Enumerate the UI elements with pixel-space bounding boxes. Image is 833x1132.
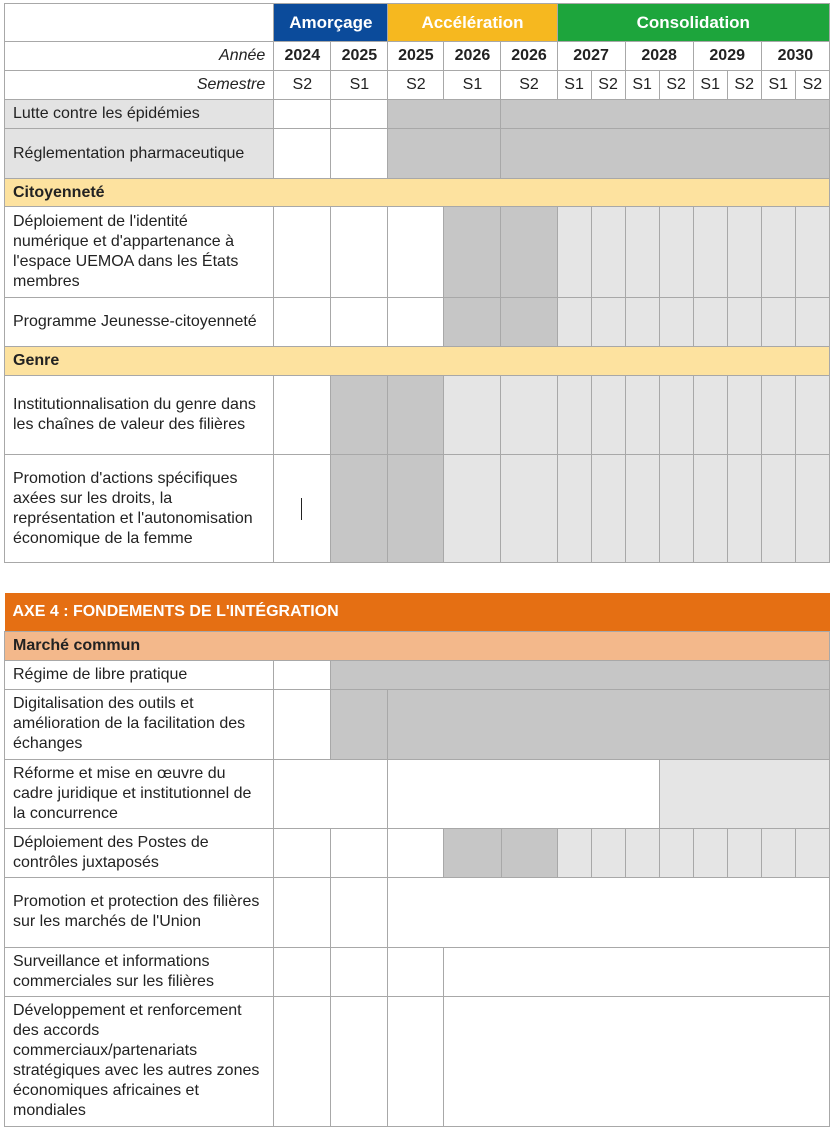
table-row	[5, 207, 830, 298]
semester-cell: S2	[591, 71, 625, 100]
section-header	[5, 347, 830, 376]
semester-cell: S2	[659, 71, 693, 100]
row-label: Déploiement de l'identité numérique et d'appartenance à l'espace UEMOA dans les États membres	[5, 207, 274, 298]
table-row	[5, 100, 830, 129]
semester-cell: S2	[388, 71, 444, 100]
table-row	[5, 298, 830, 347]
semester-cell: S1	[761, 71, 795, 100]
table-row	[5, 877, 830, 947]
year-cell: 2025	[388, 42, 444, 71]
semester-row	[5, 71, 830, 100]
table-row	[5, 455, 830, 563]
semester-cell: S2	[795, 71, 829, 100]
table-row	[5, 660, 830, 689]
year-cell: 2024	[274, 42, 331, 71]
year-cell: 2028	[625, 42, 693, 71]
row-label: Lutte contre les épidémies	[5, 100, 274, 129]
semester-cell: S1	[693, 71, 727, 100]
row-label: Promotion et protection des filières sur les marchés de l'Union	[5, 877, 274, 947]
row-label: Surveillance et informations commerciales sur les filières	[5, 947, 274, 996]
row-label: Déploiement des Postes de contrôles juxtaposés	[5, 828, 274, 877]
section-title-marche-commun: Marché commun	[5, 631, 830, 660]
table-row	[5, 828, 830, 877]
phase-consolidation: Consolidation	[557, 4, 829, 42]
year-cell: 2025	[331, 42, 388, 71]
year-label: Année	[5, 42, 274, 71]
year-cell: 2029	[693, 42, 761, 71]
row-label: Promotion d'actions spécifiques axées sur les droits, la représentation et l'autonomisation économique de la femme	[5, 455, 274, 563]
section-title-genre: Genre	[5, 347, 830, 376]
year-cell: 2026	[501, 42, 557, 71]
semester-cell: S2	[501, 71, 557, 100]
row-label: Digitalisation des outils et amélioration de la facilitation des échanges	[5, 689, 274, 759]
phase-header-row	[5, 4, 830, 42]
semester-cell: S1	[557, 71, 591, 100]
semester-label: Semestre	[5, 71, 274, 100]
table-row	[5, 759, 830, 828]
row-label: Réforme et mise en œuvre du cadre juridique et institutionnel de la concurrence	[5, 759, 274, 828]
table-row	[5, 376, 830, 455]
text-cursor	[301, 498, 302, 520]
year-cell: 2030	[761, 42, 829, 71]
phase-acceleration: Accélération	[388, 4, 557, 42]
section-header	[5, 179, 830, 207]
phase-amorcage: Amorçage	[274, 4, 388, 42]
semester-cell: S1	[331, 71, 388, 100]
year-cell: 2026	[444, 42, 501, 71]
section-title-citoyennete: Citoyenneté	[5, 179, 830, 207]
semester-cell: S1	[444, 71, 501, 100]
table-row	[5, 689, 830, 759]
row-label: Institutionnalisation du genre dans les chaînes de valeur des filières	[5, 376, 274, 455]
semester-cell: S2	[727, 71, 761, 100]
year-cell: 2027	[557, 42, 625, 71]
row-label: Programme Jeunesse-citoyenneté	[5, 298, 274, 347]
semester-cell: S2	[274, 71, 331, 100]
axe-title: AXE 4 : FONDEMENTS DE L'INTÉGRATION	[5, 593, 830, 631]
schedule-table-axe4	[4, 593, 830, 1127]
row-label: Développement et renforcement des accords commerciaux/partenariats stratégiques avec les autres zones économiques africaines et mondiales	[5, 996, 274, 1126]
row-label: Régime de libre pratique	[5, 660, 274, 689]
axe-header-row	[5, 593, 830, 631]
row-label: Réglementation pharmaceutique	[5, 129, 274, 179]
section-header	[5, 631, 830, 660]
year-row	[5, 42, 830, 71]
table-row	[5, 996, 830, 1126]
schedule-table-top	[4, 3, 830, 563]
table-row	[5, 129, 830, 179]
semester-cell: S1	[625, 71, 659, 100]
table-row	[5, 947, 830, 996]
